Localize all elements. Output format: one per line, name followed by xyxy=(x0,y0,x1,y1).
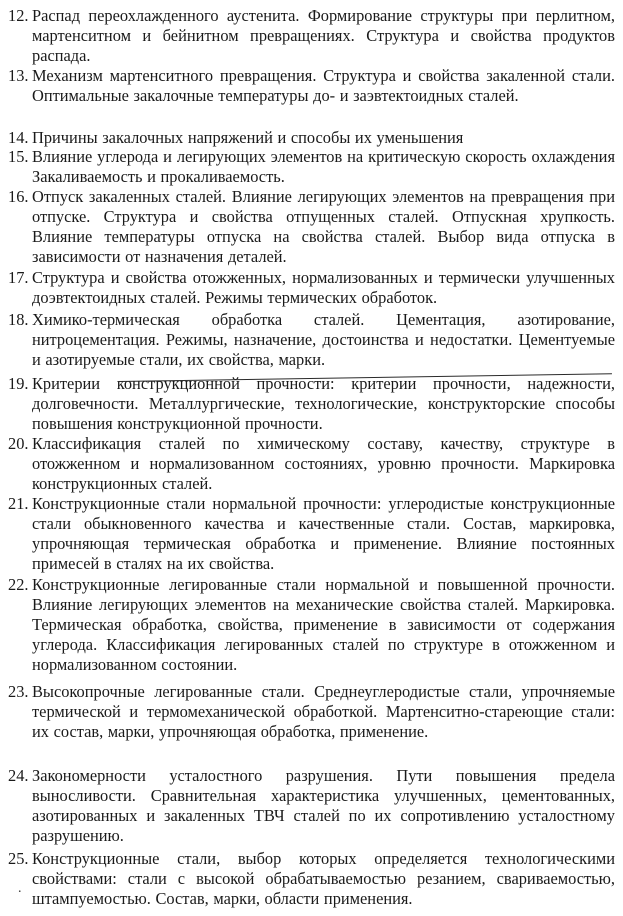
list-item-20 xyxy=(8,434,615,494)
item-text: Механизм мартенситного превращения. Структура и свойства закаленной стали. Оптимальные закалочные температуры до- и заэвтектоидных сталей. xyxy=(32,66,615,105)
list-item-21 xyxy=(8,494,615,574)
list-item-15 xyxy=(8,147,615,187)
list-item-16 xyxy=(8,187,615,267)
list-item-24 xyxy=(8,766,615,846)
item-text: Влияние углерода и легирующих элементов на критическую скорость охлаждения Закаливаемость и прокаливаемость. xyxy=(32,147,615,186)
item-number: 23. xyxy=(8,682,29,701)
list-item-13 xyxy=(8,66,615,106)
item-number: 16. xyxy=(8,187,29,206)
item-text: Причины закалочных напряжений и способы их уменьшения xyxy=(32,128,464,147)
list-item-18 xyxy=(8,310,615,370)
item-number: 20. xyxy=(8,434,29,453)
item-number: 22. xyxy=(8,575,29,594)
list-item-14 xyxy=(8,128,615,148)
item-text: Высокопрочные легированные стали. Среднеуглеродистые стали, упрочняемые термической и термомеханической обработкой. Мартенситно-стареющие стали: их состав, марки, упрочняющая обработка, применение. xyxy=(32,682,615,741)
item-number: 12. xyxy=(8,6,29,25)
list-item-22 xyxy=(8,575,615,675)
item-number: 14. xyxy=(8,128,29,147)
item-number: 25. xyxy=(8,849,29,868)
item-text: Конструкционные стали, выбор которых определяется технологическими свойствами: стали с высокой обрабатываемостью резанием, свариваемостью, штампуемостью. Состав, марки, области применения. xyxy=(32,849,615,908)
list-item-25 xyxy=(8,849,615,909)
list-item-17 xyxy=(8,268,615,308)
item-number: 21. xyxy=(8,494,29,513)
item-number: 15. xyxy=(8,147,29,166)
item-number: 18. xyxy=(8,310,29,329)
item-text: Распад переохлажденного аустенита. Формирование структуры при перлитном, мартенситном и бейнитном превращениях. Структура и свойства продуктов распада. xyxy=(32,6,615,65)
scan-speck: . xyxy=(18,881,22,896)
list-item-23 xyxy=(8,682,615,742)
item-number: 13. xyxy=(8,66,29,85)
item-text: Структура и свойства отожженных, нормализованных и термически улучшенных доэвтектоидных сталей. Режимы термических обработок. xyxy=(32,268,615,307)
item-text: Химико-термическая обработка сталей. Цементация, азотирование, нитроцементация. Режимы, назначение, достоинства и недостатки. Цементуемые и азотируемые стали, их свойства, марки. xyxy=(32,310,615,369)
item-number: 24. xyxy=(8,766,29,785)
list-item-19 xyxy=(8,374,615,434)
item-text: Отпуск закаленных сталей. Влияние легирующих элементов на превращения при отпуске. Структура и свойства отпущенных сталей. Отпускная хрупкость. Влияние температуры отпуска на свойства сталей. Выбор вида отпуска в зависимости от назначения деталей. xyxy=(32,187,615,266)
item-number: 17. xyxy=(8,268,29,287)
list-item-12 xyxy=(8,6,615,66)
item-text: Конструкционные стали нормальной прочности: углеродистые конструкционные стали обыкновенного качества и качественные стали. Состав, маркировка, упрочняющая термическая обработка и применение. Влияние постоянных примесей в сталях на их свойства. xyxy=(32,494,615,573)
item-text: Закономерности усталостного разрушения. Пути повышения предела выносливости. Сравнительная характеристика улучшенных, цементованных, азотированных и закаленных ТВЧ сталей по их сопротивлению усталостному разрушению. xyxy=(32,766,615,845)
item-text: Классификация сталей по химическому составу, качеству, структуре в отожженном и нормализованном состояниях, уровню прочности. Маркировка конструкционных сталей. xyxy=(32,434,615,493)
item-text: Критерии конструкционной прочности: критерии прочности, надежности, долговечности. Металлургические, технологические, конструкторские способы повышения конструкционной прочности. xyxy=(32,374,615,433)
item-text: Конструкционные легированные стали нормальной и повышенной прочности. Влияние легирующих элементов на механические свойства сталей. Маркировка. Термическая обработка, свойства, применение в зависимости от содержания углерода. Классификация легированных сталей по структуре в отожженном и нормализованном состоянии. xyxy=(32,575,615,674)
item-number: 19. xyxy=(8,374,29,393)
